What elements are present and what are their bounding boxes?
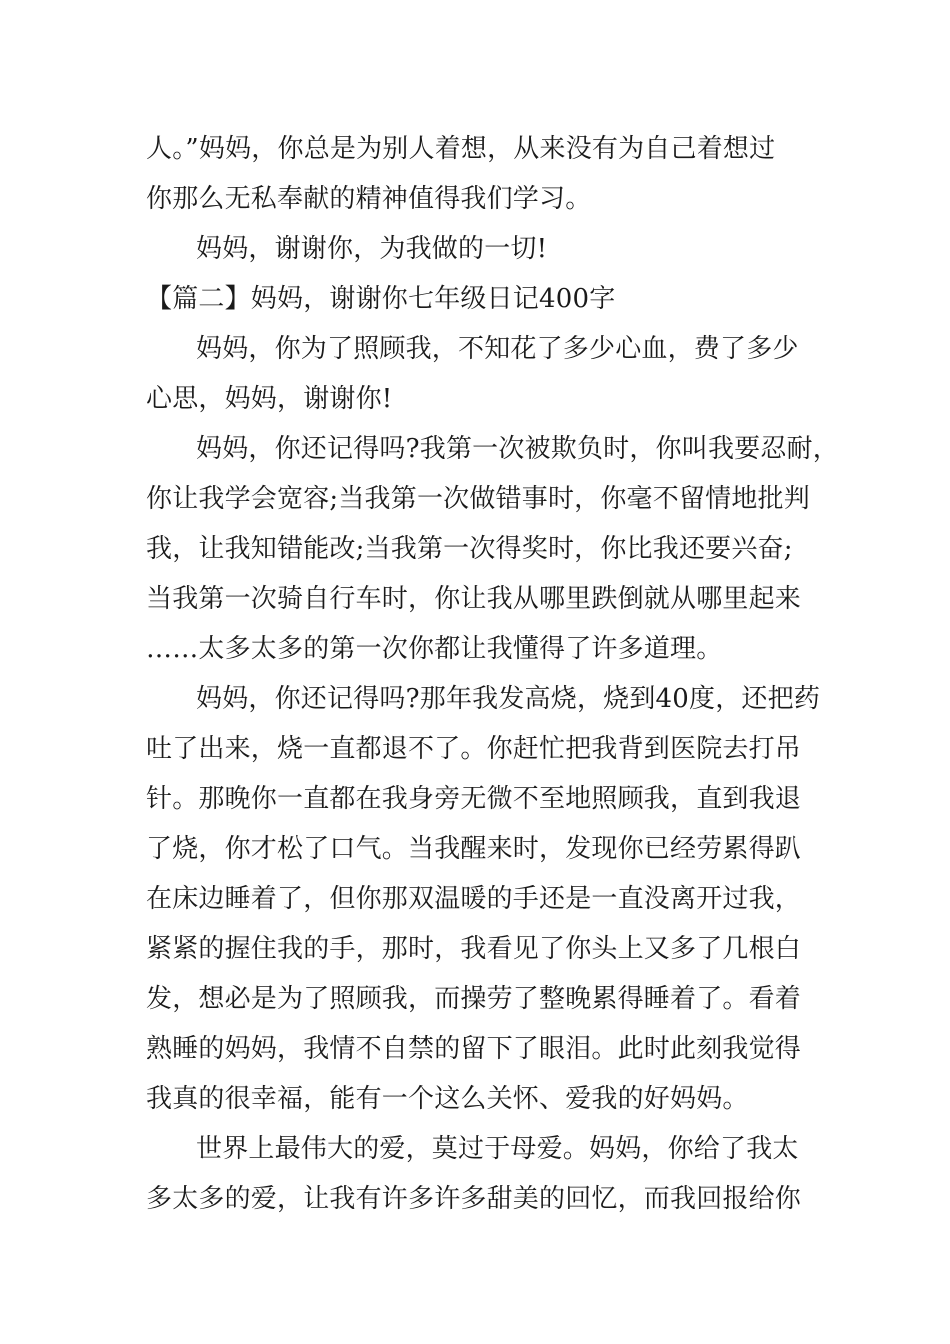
text-line-10: 当我第一次骑自行车时，你让我从哪里跌倒就从哪里起来 <box>146 584 802 614</box>
text-line-5: 妈妈，你为了照顾我，不知花了多少心血，费了多少 <box>196 334 799 364</box>
text-line-12: 妈妈，你还记得吗?那年我发高烧，烧到40度，还把药 <box>196 684 821 714</box>
text-line-18: 发，想必是为了照顾我，而操劳了整晚累得睡着了。看着 <box>146 984 802 1014</box>
text-line-22: 多太多的爱，让我有许多许多甜美的回忆，而我回报给你 <box>146 1184 802 1214</box>
text-line-16: 在床边睡着了，但你那双温暖的手还是一直没离开过我， <box>146 884 802 914</box>
text-line-9: 我，让我知错能改;当我第一次得奖时，你比我还要兴奋; <box>146 534 793 564</box>
text-line-17: 紧紧的握住我的手，那时，我看见了你头上又多了几根白 <box>146 934 802 964</box>
text-line-2: 你那么无私奉献的精神值得我们学习。 <box>146 184 592 214</box>
text-line-21: 世界上最伟大的爱，莫过于母爱。妈妈，你给了我太 <box>196 1134 799 1164</box>
text-line-6: 心思，妈妈，谢谢你! <box>146 384 393 414</box>
text-line-20: 我真的很幸福，能有一个这么关怀、爱我的好妈妈。 <box>146 1084 749 1114</box>
text-line-19: 熟睡的妈妈，我情不自禁的留下了眼泪。此时此刻我觉得 <box>146 1034 802 1064</box>
text-line-7: 妈妈，你还记得吗?我第一次被欺负时，你叫我要忍耐， <box>196 434 839 464</box>
text-line-8: 你让我学会宽容;当我第一次做错事时，你毫不留情地批判 <box>146 484 810 514</box>
text-line-13: 吐了出来，烧一直都退不了。你赶忙把我背到医院去打吊 <box>146 734 802 764</box>
text-line-14: 针。那晚你一直都在我身旁无微不至地照顾我，直到我退 <box>146 784 802 814</box>
text-line-3: 妈妈，谢谢你，为我做的一切! <box>196 234 548 264</box>
text-line-11: ……太多太多的第一次你都让我懂得了许多道理。 <box>146 634 723 664</box>
section-heading: 【篇二】妈妈，谢谢你七年级日记400字 <box>146 284 616 314</box>
text-line-15: 了烧，你才松了口气。当我醒来时，发现你已经劳累得趴 <box>146 834 802 864</box>
text-line-1: 人。”妈妈，你总是为别人着想，从来没有为自己着想过 <box>146 134 776 164</box>
